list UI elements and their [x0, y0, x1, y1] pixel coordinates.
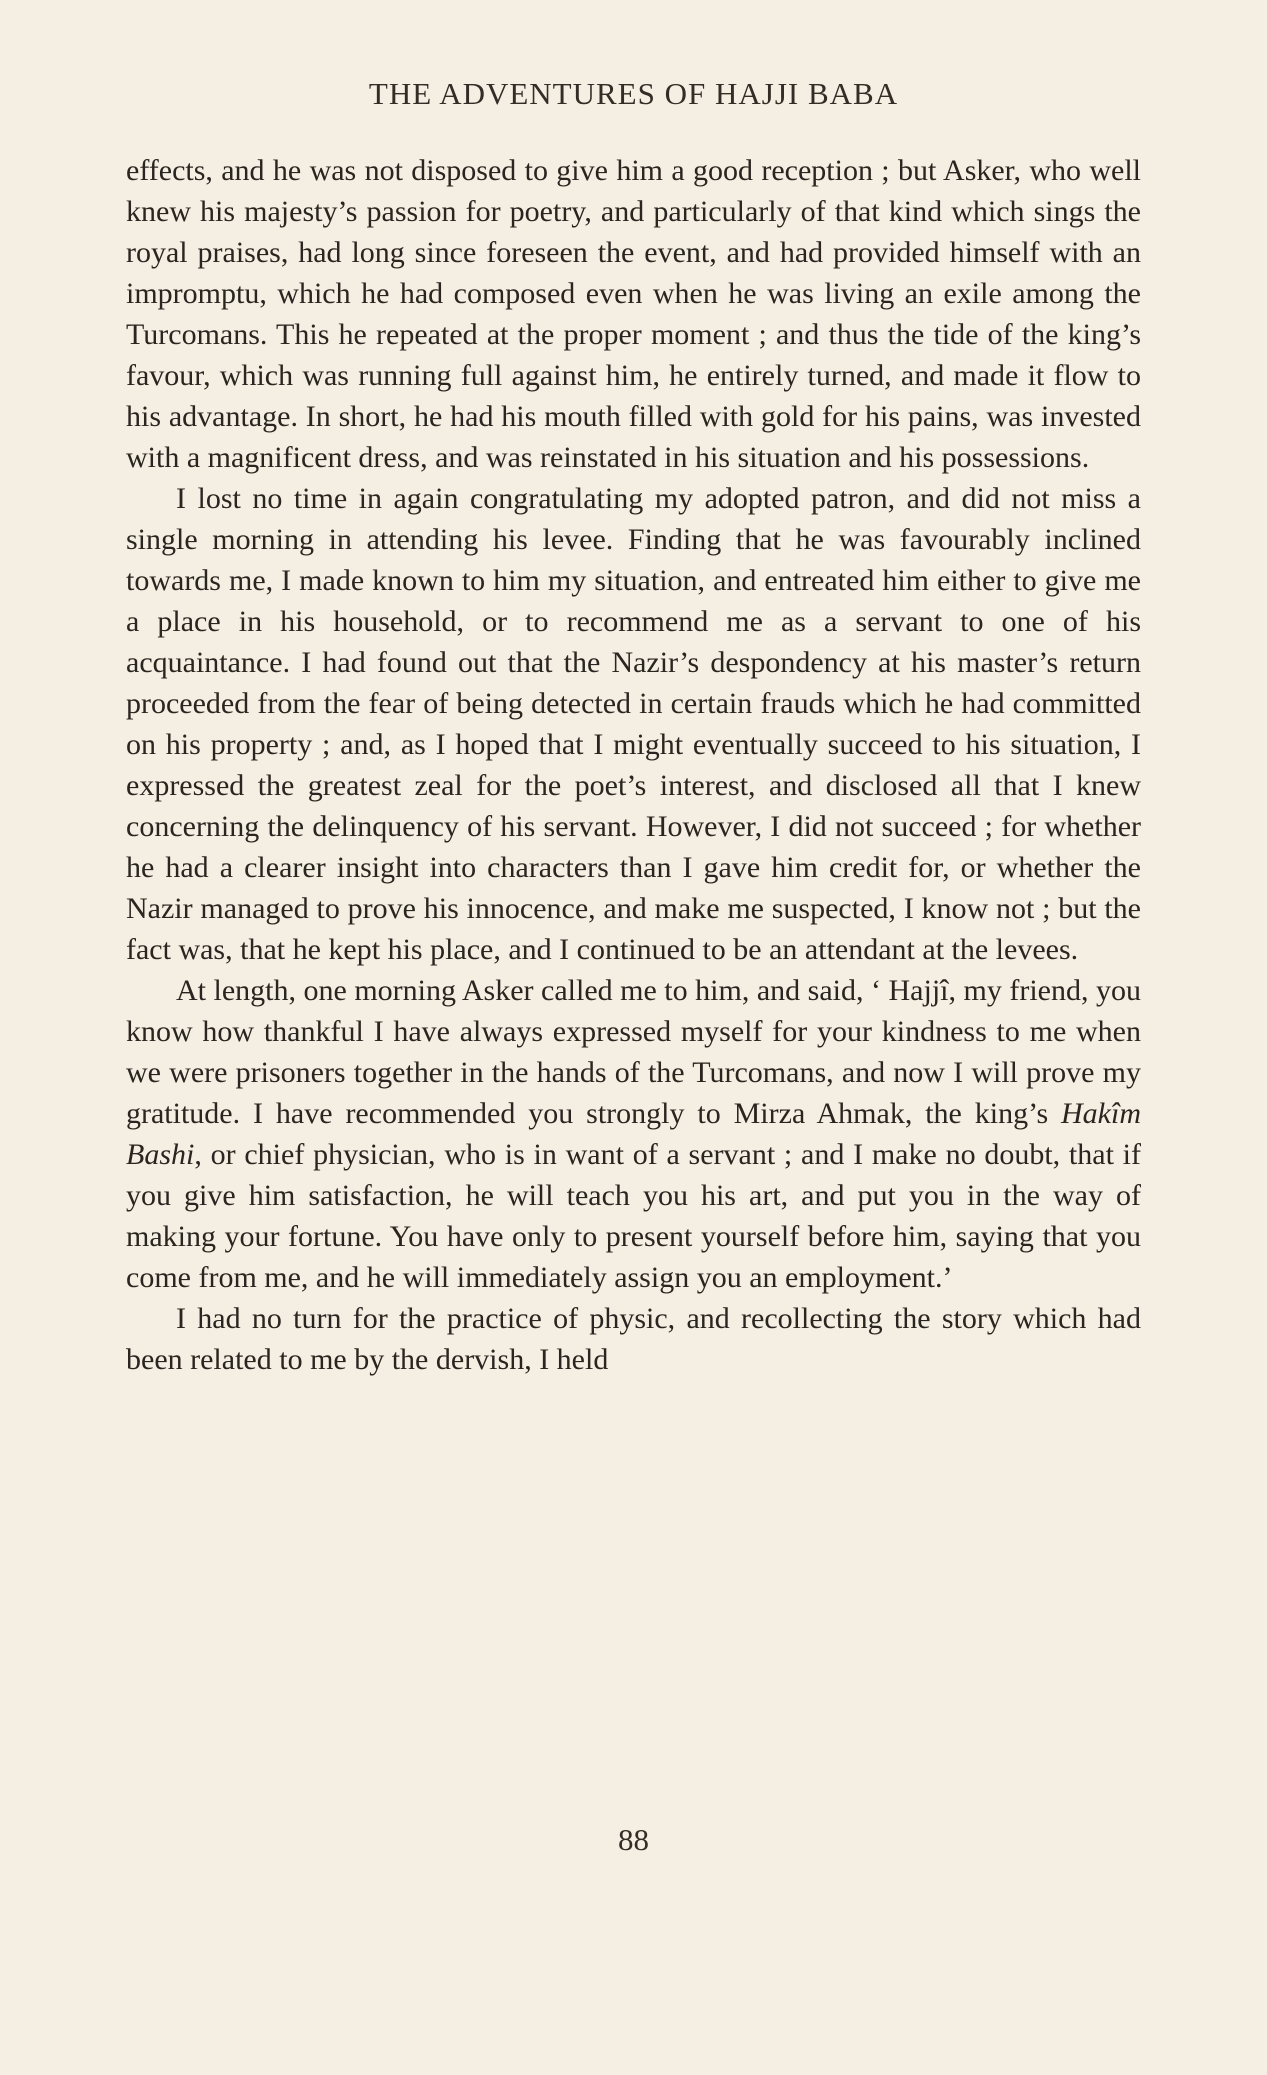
paragraph-3: [126, 970, 1141, 1298]
running-head: THE ADVENTURES OF HAJJI BABA: [368, 76, 899, 111]
page-number: 88: [618, 1822, 649, 1857]
paragraph-2: I lost no time in again congratulating my adopted patron, and did not miss a single morning in attending his levee. Finding that he was favourably inclined towards me, I made known to him my situation, and entreated him either to give me a place in his household, or to recommend me as a servant to one of his acquaintance. I had found out that the Nazir’s despondency at his master’s return proceeded from the fear of being detected in certain frauds which he had committed on his property ; and, as I hoped that I might eventually succeed to his situation, I expressed the greatest zeal for the poet’s interest, and disclosed all that I knew concerning the delinquency of his servant. However, I did not succeed ; for whether he had a clearer insight into characters than I gave him credit for, or whether the Nazir managed to prove his innocence, and make me suspected, I know not ; but the fact was, that he kept his place, and I continued to be an attendant at the levees.: [126, 482, 1141, 966]
paragraph-1: effects, and he was not disposed to give him a good reception ; but Asker, who well knew his majesty’s passion for poetry, and particularly of that kind which sings the royal praises, had long since foreseen the event, and had provided himself with an impromptu, which he had composed even when he was living an exile among the Turcomans. This he repeated at the proper moment ; and thus the tide of the king’s favour, which was running full against him, he entirely turned, and made it flow to his advantage. In short, he had his mouth filled with gold for his pains, was invested with a magnificent dress, and was reinstated in his situation and his possessions.: [126, 154, 1141, 474]
italic-term: Hakîm Bashi: [126, 1097, 1141, 1171]
paragraph-3-text-after: , or chief physician, who is in want of a servant ; and I make no doubt, that if you give him satisfaction, he will teach you his art, and put you in the way of making your fortune. You have only to present yourself before him, saying that you come from me, and he will immediately assign you an employment.’: [126, 1138, 1141, 1294]
paragraph-3-text-before: At length, one morning Asker called me to him, and said, ‘ Hajjî, my friend, you know how thankful I have always expressed myself for your kindness to me when we were prisoners together in the hands of the Turcomans, and now I will prove my gratitude. I have recommended you strongly to Mirza Ahmak, the king’s: [126, 974, 1141, 1130]
paragraph-4: I had no turn for the practice of physic, and recollecting the story which had been related to me by the dervish, I held: [126, 1302, 1141, 1376]
body-text: [126, 150, 1141, 1380]
